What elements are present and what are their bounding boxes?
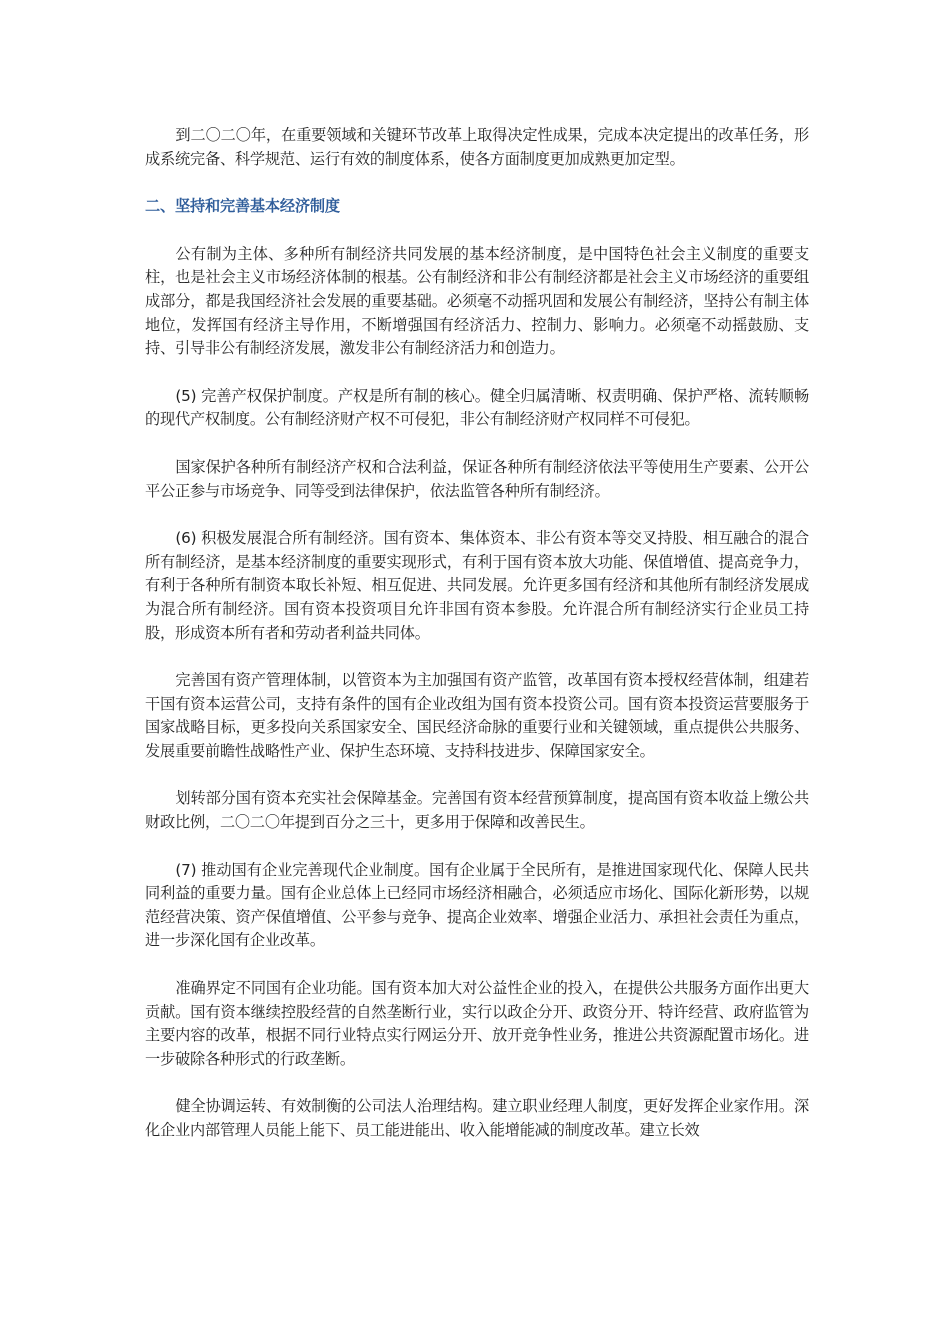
paragraph-enterprise-functions: 准确界定不同国有企业功能。国有资本加大对公益性企业的投入，在提供公共服务方面作出更大贡献。国有资本继续控股经营的自然垄断行业，实行以政企分开、政资分开、特许经营、政府监管为主要内容的改革，根据不同行业特点实行网运分开、放开竞争性业务，推进公共资源配置市场化。进一步破除各种形式的行政垄断。 [145, 979, 809, 1068]
paragraph-state-asset-management: 完善国有资产管理体制，以管资本为主加强国有资产监管，改革国有资本授权经营体制，组建若干国有资本运营公司，支持有条件的国有企业改组为国有资本投资公司。国有资本投资运营要服务于国家战略目标，更多投向关系国家安全、国民经济命脉的重要行业和关键领域，重点提供公共服务、发展重要前瞻性战略性产业、保护生态环境、支持科技进步、保障国家安全。 [145, 671, 809, 760]
paragraph-property-rights: (5) 完善产权保护制度。产权是所有制的核心。健全归属清晰、权责明确、保护严格、流转顺畅的现代产权制度。公有制经济财产权不可侵犯，非公有制经济财产权同样不可侵犯。 [145, 386, 809, 429]
document-page [145, 124, 809, 1167]
paragraph-2020-goal: 到二〇二〇年，在重要领域和关键环节改革上取得决定性成果，完成本决定提出的改革任务，形成系统完备、科学规范、运行有效的制度体系，使各方面制度更加成熟更加定型。 [145, 126, 809, 168]
paragraph-mixed-ownership: (6) 积极发展混合所有制经济。国有资本、集体资本、非公有资本等交叉持股、相互融合的混合所有制经济，是基本经济制度的重要实现形式，有利于国有资本放大功能、保值增值、提高竞争力，有利于各种所有制资本取长补短、相互促进、共同发展。允许更多国有经济和其他所有制经济发展成为混合所有制经济。国有资本投资项目允许非国有资本参股。允许混合所有制经济实行企业员工持股，形成资本所有者和劳动者利益共同体。 [145, 529, 809, 642]
section-heading-basic-economic-system: 二、坚持和完善基本经济制度 [145, 197, 340, 216]
paragraph-state-protection: 国家保护各种所有制经济产权和合法利益，保证各种所有制经济依法平等使用生产要素、公开公平公正参与市场竞争、同等受到法律保护，依法监管各种所有制经济。 [145, 457, 809, 500]
paragraph-social-security-fund: 划转部分国有资本充实社会保障基金。完善国有资本经营预算制度，提高国有资本收益上缴公共财政比例，二〇二〇年提到百分之三十，更多用于保障和改善民生。 [145, 789, 809, 832]
paragraph-basic-economic-system: 公有制为主体、多种所有制经济共同发展的基本经济制度，是中国特色社会主义制度的重要支柱，也是社会主义市场经济体制的根基。公有制经济和非公有制经济都是社会主义市场经济的重要组成部分，都是我国经济社会发展的重要基础。必须毫不动摇巩固和发展公有制经济，坚持公有制主体地位，发挥国有经济主导作用，不断增强国有经济活力、控制力、影响力。必须毫不动摇鼓励、支持、引导非公有制经济发展，激发非公有制经济活力和创造力。 [145, 244, 809, 358]
paragraph-corporate-governance: 健全协调运转、有效制衡的公司法人治理结构。建立职业经理人制度，更好发挥企业家作用。深化企业内部管理人员能上能下、员工能进能出、收入能增能减的制度改革。建立长效 [145, 1097, 809, 1139]
paragraph-modern-enterprise: (7) 推动国有企业完善现代企业制度。国有企业属于全民所有，是推进国家现代化、保障人民共同利益的重要力量。国有企业总体上已经同市场经济相融合，必须适应市场化、国际化新形势，以规范经营决策、资产保值增值、公平参与竞争、提高企业效率、增强企业活力、承担社会责任为重点，进一步深化国有企业改革。 [145, 860, 809, 950]
